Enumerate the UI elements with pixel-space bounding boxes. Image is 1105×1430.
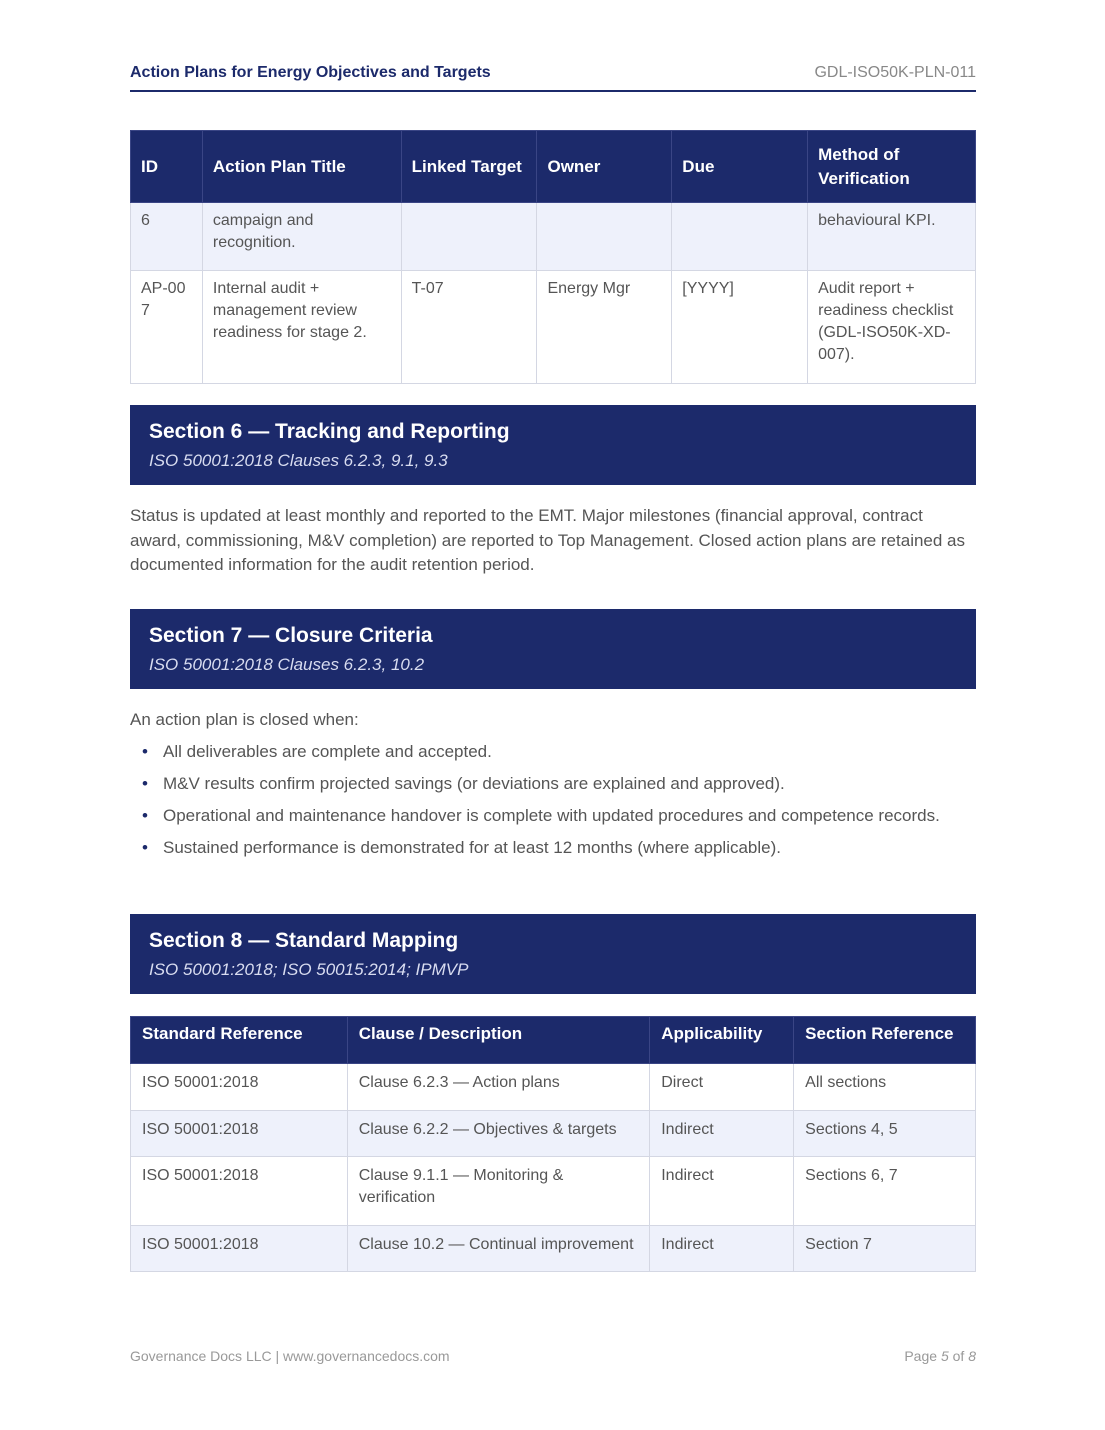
section-7-intro: An action plan is closed when:: [130, 710, 359, 729]
section-subtitle: ISO 50001:2018 Clauses 6.2.3, 10.2: [149, 655, 425, 674]
table-cell: behavioural KPI.: [808, 203, 976, 271]
section-subtitle: ISO 50001:2018 Clauses 6.2.3, 9.1, 9.3: [149, 451, 448, 470]
column-header: Applicability: [650, 1017, 794, 1064]
closure-criteria-list: [130, 740, 976, 868]
table-cell: Indirect: [650, 1157, 794, 1226]
table-cell: [672, 203, 808, 271]
bullet-icon: •: [142, 806, 148, 825]
footer-company: Governance Docs LLC | www.governancedocs.com: [130, 1348, 450, 1364]
table-cell: [YYYY]: [672, 271, 808, 384]
table-cell: Audit report + readiness checklist (GDL-ISO50K-XD-007).: [808, 271, 976, 384]
table-cell: Energy Mgr: [537, 271, 672, 384]
table-cell: Direct: [650, 1064, 794, 1111]
document-title: Action Plans for Energy Objectives and Targets: [130, 64, 491, 81]
section-6-body: Status is updated at least monthly and reported to the EMT. Major milestones (financial approval, contract award, commissioning, M&V completion) are reported to Top Management. Closed action plans are retained as documented information for the audit retention period.: [130, 506, 966, 574]
column-header: Standard Reference: [131, 1017, 348, 1064]
section-title: Section 6 — Tracking and Reporting: [149, 420, 510, 443]
table-cell: Section 7: [794, 1226, 976, 1272]
column-header: Section Reference: [794, 1017, 976, 1064]
table-header-row: [131, 131, 976, 203]
table-cell: campaign and recognition.: [202, 203, 401, 271]
table-row: [131, 1064, 976, 1111]
column-header: Due: [672, 131, 808, 203]
section-title: Section 7 — Closure Criteria: [149, 624, 433, 647]
page-header: [130, 62, 976, 92]
table-cell: ISO 50001:2018: [131, 1226, 348, 1272]
table-cell: T-07: [401, 271, 537, 384]
table-cell: ISO 50001:2018: [131, 1157, 348, 1226]
table-cell: 6: [131, 203, 203, 271]
table-cell: [537, 203, 672, 271]
list-item: • M&V results confirm projected savings (or deviations are explained and approved).: [130, 772, 976, 796]
column-header: Clause / Description: [347, 1017, 650, 1064]
table-cell: Internal audit + management review readiness for stage 2.: [202, 271, 401, 384]
table-cell: Clause 9.1.1 — Monitoring & verification: [347, 1157, 650, 1226]
section-8-banner: [130, 914, 976, 994]
column-header: Linked Target: [401, 131, 537, 203]
table-cell: All sections: [794, 1064, 976, 1111]
table-cell: Clause 6.2.2 — Objectives & targets: [347, 1111, 650, 1157]
table-cell: Indirect: [650, 1226, 794, 1272]
table-row: [131, 1157, 976, 1226]
column-header: ID: [131, 131, 203, 203]
table-row: [131, 271, 976, 384]
table-cell: Sections 6, 7: [794, 1157, 976, 1226]
column-header: Action Plan Title: [202, 131, 401, 203]
table-row: [131, 1226, 976, 1272]
page-number: Page 5 of 8: [904, 1348, 976, 1364]
table-cell: Sections 4, 5: [794, 1111, 976, 1157]
table-cell: Indirect: [650, 1111, 794, 1157]
section-title: Section 8 — Standard Mapping: [149, 929, 459, 952]
table-row: [131, 1111, 976, 1157]
bullet-icon: •: [142, 838, 148, 857]
document-code: GDL-ISO50K-PLN-011: [814, 64, 976, 81]
bullet-icon: •: [142, 742, 148, 761]
table-cell: Clause 6.2.3 — Action plans: [347, 1064, 650, 1111]
column-header: Method of Verification: [808, 131, 976, 203]
action-plan-table: [130, 130, 976, 384]
table-cell: ISO 50001:2018: [131, 1111, 348, 1157]
bullet-icon: •: [142, 774, 148, 793]
list-item: • Operational and maintenance handover is complete with updated procedures and competence records.: [130, 804, 976, 828]
section-6-banner: [130, 405, 976, 485]
section-7-banner: [130, 609, 976, 689]
table-row: [131, 203, 976, 271]
section-subtitle: ISO 50001:2018; ISO 50015:2014; IPMVP: [149, 960, 469, 979]
table-cell: AP-007: [131, 271, 203, 384]
table-cell: Clause 10.2 — Continual improvement: [347, 1226, 650, 1272]
list-item: • All deliverables are complete and accepted.: [130, 740, 976, 764]
table-cell: [401, 203, 537, 271]
table-header-row: [131, 1017, 976, 1064]
list-item: • Sustained performance is demonstrated for at least 12 months (where applicable).: [130, 836, 976, 860]
table-cell: ISO 50001:2018: [131, 1064, 348, 1111]
column-header: Owner: [537, 131, 672, 203]
standard-mapping-table: [130, 1016, 976, 1272]
